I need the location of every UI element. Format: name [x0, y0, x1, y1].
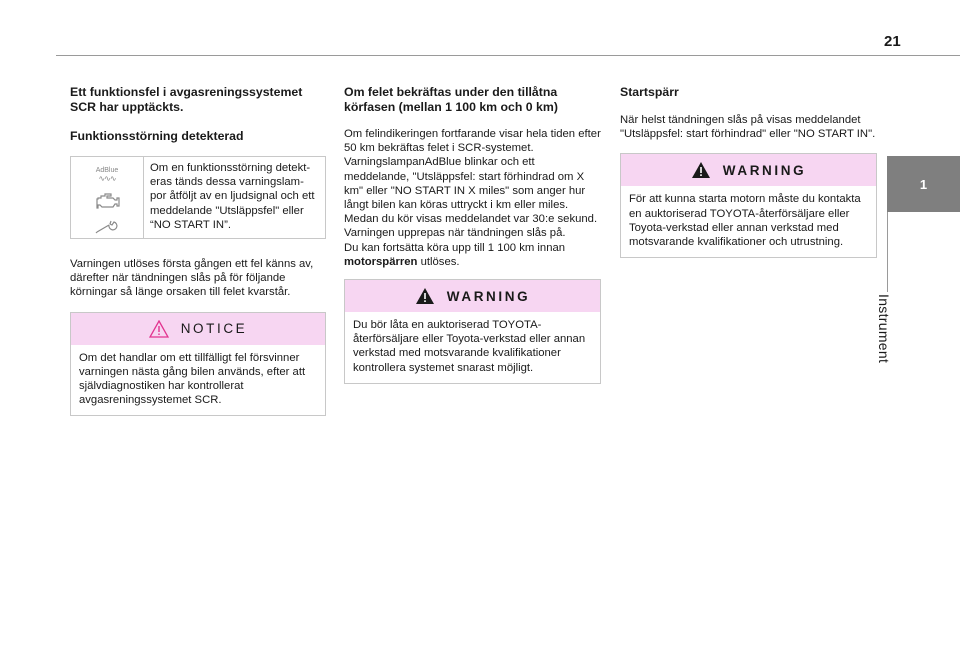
chapter-number: 1	[919, 176, 928, 192]
adblue-icon	[96, 167, 119, 183]
warning-header	[621, 154, 876, 186]
range-text-end: utlöses.	[417, 255, 460, 268]
column-2	[344, 85, 601, 384]
trigger-paragraph: Varningen utlöses första gången ett fel känns av, därefter när tändningen slås på för följande körningar så länge orsaken till felet kvarstår.	[70, 258, 314, 299]
chapter-label: Instrument	[876, 294, 892, 364]
header-rule	[56, 55, 960, 56]
warning-title: WARNING	[446, 288, 531, 304]
warning-triangle-icon	[149, 320, 169, 338]
page-number: 21	[884, 33, 901, 50]
warning-triangle-icon	[415, 287, 435, 305]
section-heading: Om felet bekräftas under den tillåtna körfasen (mellan 1 100 km och 0 km)	[344, 85, 558, 114]
warning-lamp-table	[70, 156, 326, 239]
notice-header	[71, 313, 325, 345]
section-heading: Startspärr	[620, 85, 679, 99]
warning-box	[620, 153, 877, 258]
column-1	[70, 85, 326, 416]
adblue-icon-label: AdBlue	[95, 167, 119, 174]
warning-text: Du bör låta en auktoriserad TOYOTA-återförsäljare eller Toyota-verkstad eller annan verkstad med motsvarande kvalifikationer kontrollera systemet snarast möjligt.	[353, 319, 586, 374]
notice-box	[70, 312, 326, 417]
column-3	[620, 85, 877, 258]
section-heading: Ett funktionsfel i avgasreningssystemet SCR har upptäckts.	[70, 85, 303, 114]
warning-box	[344, 279, 601, 384]
lamp-description: Om en funktionsstörning detekt-eras tänds dessa varningslam-por åtföljt av en ljudsignal och ett meddelande "Utsläppsfel" eller “NO START IN”.	[150, 162, 315, 231]
range-bold: motorspärren	[344, 255, 418, 268]
notice-title: NOTICE	[180, 321, 248, 337]
confirmation-paragraph: Om felindikeringen fortfarande visar hela tiden efter 50 km bekräftas felet i SCR-systemet. VarningslampanAdBlue blinkar och ett meddelande, "Utsläppsfel: start förhindrad om X km" eller "NO START IN X miles" som anger hur långt bilen kan köras uttryckt i km eller miles. Medan du kör visas meddelandet var 30:e sekund. Varningen upprepas när tändningen slås på.	[344, 128, 601, 240]
subsection-heading: Funktionsstörning detekterad	[70, 129, 244, 143]
chapter-tab[interactable]	[887, 156, 960, 212]
engine-icon	[94, 191, 120, 211]
range-text: Du kan fortsätta köra upp till 1 100 km innan	[344, 241, 566, 254]
chapter-tab-rule	[887, 212, 888, 292]
warning-title: WARNING	[722, 162, 807, 178]
wrench-icon	[94, 219, 120, 235]
adblue-waves: ∿∿∿	[98, 174, 116, 183]
warning-text: För att kunna starta motorn måste du kontakta en auktoriserad TOYOTA-återförsäljare eller Toyota-verkstad eller annan verkstad med motsvarande kvalifikationer och utrustning.	[629, 193, 861, 249]
warning-header	[345, 280, 600, 312]
notice-text: Om det handlar om ett tillfälligt fel försvinner varningen nästa gång bilen används, efter att självdiagnostiken har kontrollerat avgasreningssystemet SCR.	[79, 351, 306, 407]
warning-triangle-icon	[691, 161, 711, 179]
lamp-icons-cell	[71, 157, 144, 238]
range-paragraph	[344, 241, 601, 269]
start-block-paragraph: När helst tändningen slås på visas meddelandet "Utsläppsfel: start förhindrad" eller "NO START IN".	[620, 114, 876, 141]
